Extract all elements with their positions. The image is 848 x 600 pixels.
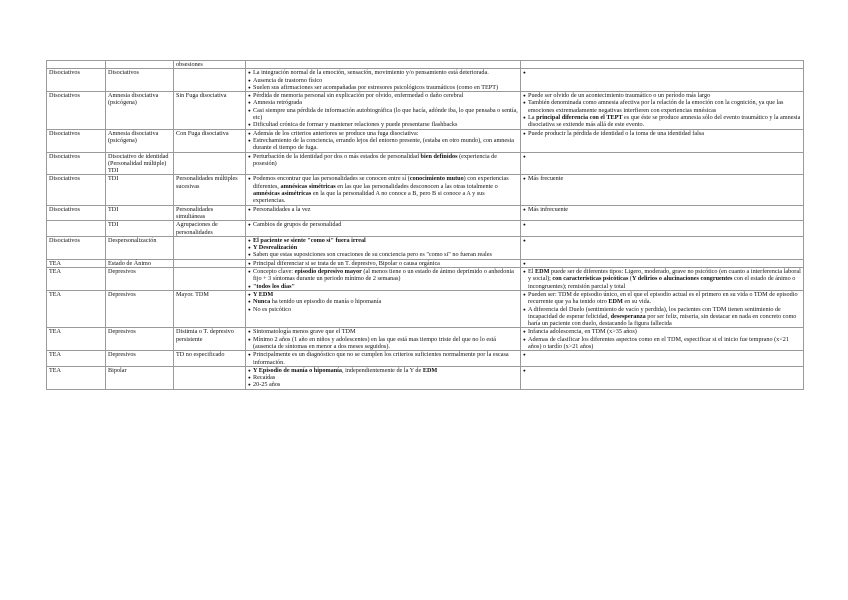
table-row: [47, 175, 804, 205]
bullet-item: [523, 221, 801, 228]
table-row: [47, 69, 804, 92]
criteria-cell: [246, 152, 521, 175]
subtype-cell: obsesiones: [174, 61, 246, 69]
bullet-item: ● Más frecuente: [523, 175, 801, 182]
notes-cell: [521, 92, 804, 129]
disorder-cell: Depresivos: [106, 290, 174, 327]
disorders-table: [46, 60, 804, 390]
criteria-cell: [246, 236, 521, 259]
table-row: [47, 129, 804, 152]
criteria-cell: [246, 221, 521, 237]
category-cell: TEA: [47, 259, 106, 267]
disorder-cell: [106, 61, 174, 69]
category-cell: TEA: [47, 328, 106, 351]
notes-cell: [521, 236, 804, 259]
disorder-cell: Amnesia disociativa (psicógena): [106, 129, 174, 152]
bullet-item: ● 20-25 años: [248, 381, 518, 388]
criteria-cell: [246, 268, 521, 291]
bullet-item: ● La principal diferencia con el TEPT es que éste se produce amnesia sólo del evento traumático y la amnesia disociativa se extiende más allá de este evento.: [523, 114, 801, 129]
category-cell: TEA: [47, 366, 106, 389]
table-row: [47, 259, 804, 267]
bullet-item: ● Ausencia de trastorno físico: [248, 77, 518, 84]
table-body: [47, 61, 804, 390]
bullet-item: ● La integración normal de la emoción, sensación, movimiento y/o pensamiento está deteriorada.: [248, 69, 518, 76]
bullet-item: ● Dificultad crónica de formar y mantener relaciones y puede presentarse flashbacks: [248, 121, 518, 128]
criteria-cell: [246, 351, 521, 367]
bullet-item: ● Estrechamiento de la conciencia, errando lejos del entorno presente, (estaba en otro mundo), con amnesia durante el tiempo de fuga.: [248, 137, 518, 152]
bullet-item: ● Cambios de grupos de personalidad: [248, 221, 518, 228]
bullet-item: ● Además de los criterios anteriores se produce una fuga disociativa:: [248, 130, 518, 137]
criteria-cell: [246, 61, 521, 69]
table-row: [47, 92, 804, 129]
disorder-cell: Estado de Ánimo: [106, 259, 174, 267]
bullet-item: ● Ademas de clasificar los diferentes aspectos como en el TDM, especificar si el inicio fue temprano (x<21 años) o tardío (x>21 años): [523, 336, 801, 351]
bullet-item: ● Suelen sus afirmaciones ser acompañadas por estresores psicológicos traumáticos (como en TEPT): [248, 84, 518, 91]
bullet-item: ● Perturbación de la identidad por dos o más estados de personalidad bien definidos (experiencia de posesión): [248, 153, 518, 168]
notes-cell: [521, 69, 804, 92]
criteria-cell: [246, 259, 521, 267]
criteria-cell: [246, 328, 521, 351]
bullet-item: ● Pueden ser: TDM de episodio único, en el que el episodio actual es el primero en su vida o TDM de episodio recurrente que ya ha tenido otro EDM en su vida.: [523, 291, 801, 306]
subtype-cell: Agrupaciones de personalidades: [174, 221, 246, 237]
bullet-item: ● Sintomatología menos grave que el TDM: [248, 328, 518, 335]
criteria-cell: [246, 366, 521, 389]
category-cell: TEA: [47, 351, 106, 367]
subtype-cell: [174, 236, 246, 259]
bullet-item: [523, 153, 801, 160]
table-row: [47, 236, 804, 259]
notes-cell: [521, 61, 804, 69]
category-cell: Disociativos: [47, 92, 106, 129]
bullet-item: ● "todos los días": [248, 283, 518, 290]
bullet-item: ● También denominada como amnesia afectiva por la relación de la emoción con la cognición, ya que las emociones extremadamente negativas interfieren con experiencias mnésicas: [523, 99, 801, 114]
subtype-cell: [174, 366, 246, 389]
notes-cell: [521, 205, 804, 221]
subtype-cell: Sin Fuga disociativa: [174, 92, 246, 129]
bullet-item: [523, 260, 801, 267]
disorder-cell: TDI: [106, 175, 174, 205]
notes-cell: [521, 175, 804, 205]
category-cell: TEA: [47, 268, 106, 291]
bullet-item: ● Podemos encontrar que las personalidades se conocen entre sí (conocimiento mutuo) con experiencias diferentes, amnésicas simétricas en las que las personalidades desconocen a las otras totalmente o amnésicas asimétricas en la que la personalidad A no conoce a B, pero B si conoce a A y sus experiencias.: [248, 175, 518, 204]
category-cell: Disociativos: [47, 236, 106, 259]
table-row: [47, 366, 804, 389]
category-cell: Disociativos: [47, 205, 106, 221]
bullet-item: ● Puede ser olvido de un acontecimiento traumático o un período más largo: [523, 92, 801, 99]
criteria-cell: [246, 290, 521, 327]
category-cell: [47, 61, 106, 69]
subtype-cell: Personalidades simultáneas: [174, 205, 246, 221]
notes-cell: [521, 221, 804, 237]
category-cell: Disociativos: [47, 69, 106, 92]
bullet-item: ● Nunca ha tenido un episodio de manía o hipomanía: [248, 298, 518, 305]
bullet-item: ● Pérdida de memoria personal sin explicación por olvido, enfermedad o daño cerebral: [248, 92, 518, 99]
bullet-item: ● Más infrecuente: [523, 206, 801, 213]
bullet-item: ● Infancia adolescencia, en TDM (x>35 años): [523, 328, 801, 335]
category-cell: TEA: [47, 290, 106, 327]
criteria-cell: [246, 69, 521, 92]
bullet-item: ● Puede producir la pérdida de identidad o la toma de una identidad falsa: [523, 130, 801, 137]
bullet-item: ● No es psicótico: [248, 306, 518, 313]
notes-cell: [521, 351, 804, 367]
bullet-item: ● El EDM puede ser de diferentes tipos: Ligero, moderado, grave no psicótico (en cuanto a interferencia laboral y social); con características psicóticas (Y delirios o alucinaciones congruentes con el estado de ánimo o incongruentes); remisión parcial y total: [523, 268, 801, 290]
disorder-cell: Amnesia disociativa (psicógena): [106, 92, 174, 129]
criteria-cell: [246, 92, 521, 129]
category-cell: Disociativos: [47, 129, 106, 152]
category-cell: Disociativos: [47, 175, 106, 205]
notes-cell: [521, 290, 804, 327]
disorder-cell: Depresivos: [106, 328, 174, 351]
bullet-item: [523, 367, 801, 374]
bullet-item: ● Mínimo 2 años (1 año en niños y adolescentes) en las que está mas tiempo triste del que no lo está (ausencia de síntomas en menor a dos meses seguidos).: [248, 336, 518, 351]
bullet-item: ● Saben que estas suposiciones son creaciones de su conciencia pero es "como si" no fueran reales: [248, 251, 518, 258]
subtype-cell: Con Fuga disociativa: [174, 129, 246, 152]
notes-cell: [521, 129, 804, 152]
subtype-cell: [174, 152, 246, 175]
table-row: [47, 205, 804, 221]
bullet-item: [523, 351, 801, 358]
disorder-cell: TDI: [106, 205, 174, 221]
notes-cell: [521, 328, 804, 351]
table-row: [47, 152, 804, 175]
subtype-cell: [174, 268, 246, 291]
bullet-item: ● Y EDM: [248, 291, 518, 298]
notes-cell: [521, 152, 804, 175]
subtype-cell: Distimia o T. depresivo persistente: [174, 328, 246, 351]
disorder-cell: Depresivos: [106, 351, 174, 367]
notes-cell: [521, 268, 804, 291]
disorder-cell: Disociativos: [106, 69, 174, 92]
category-cell: [47, 221, 106, 237]
table-row: [47, 290, 804, 327]
disorder-cell: Bipolar: [106, 366, 174, 389]
bullet-item: ● Recaídas: [248, 374, 518, 381]
notes-cell: [521, 259, 804, 267]
bullet-item: ● Casi siempre una pérdida de información autobiográfica (lo que hacía, adónde iba, lo que pensaba o sentía, etc): [248, 107, 518, 122]
table-row: [47, 268, 804, 291]
disorder-cell: Depresivos: [106, 268, 174, 291]
bullet-item: ● A diferencia del Duelo (sentimiento de vacío y perdida), los pacientes con TDM tienen sentimiento de incapacidad de esperar felicidad, desesperanza por ser feliz, miseria, sin destacar en nada en concreto como haría un paciente con duelo, destacando la figura fallecida: [523, 306, 801, 328]
subtype-cell: [174, 69, 246, 92]
table-row: [47, 221, 804, 237]
criteria-cell: [246, 175, 521, 205]
bullet-item: ● Principal diferenciar si se trata de un T. depresivo, Bipolar o causa orgánica: [248, 260, 518, 267]
criteria-cell: [246, 129, 521, 152]
subtype-cell: Personalidades múltiples sucesivas: [174, 175, 246, 205]
table-row: [47, 351, 804, 367]
bullet-item: [523, 237, 801, 244]
disorder-cell: TDI: [106, 221, 174, 237]
subtype-cell: [174, 259, 246, 267]
subtype-cell: Mayor. TDM: [174, 290, 246, 327]
bullet-item: ● Concepto clave: episodio depresivo mayor (al menos tiene o un estado de ánimo deprimido o anhedonia fijo + 3 síntomas durante un periodo mínimo de 2 semanas): [248, 268, 518, 283]
disorder-cell: Despersonalización: [106, 236, 174, 259]
bullet-item: ● Personalidades a la vez: [248, 206, 518, 213]
bullet-item: ● Amnesia retrógrada: [248, 99, 518, 106]
bullet-item: ● Y Episodio de manía o hipomanía, independientemente de la Y de EDM: [248, 367, 518, 374]
table-row: [47, 328, 804, 351]
bullet-item: ● Y Desrealización: [248, 244, 518, 251]
bullet-item: ● Principalmente es un diagnóstico que no se cumplen los criterios suficientes normalmente por la escasa información.: [248, 351, 518, 366]
bullet-item: ● El paciente se siente "como si" fuera irreal: [248, 237, 518, 244]
table-row: [47, 61, 804, 69]
criteria-cell: [246, 205, 521, 221]
disorder-cell: Disociativo de identidad (Personalidad múltiple) TDI: [106, 152, 174, 175]
bullet-item: [523, 69, 801, 76]
category-cell: Disociativos: [47, 152, 106, 175]
subtype-cell: TD no especificado: [174, 351, 246, 367]
notes-cell: [521, 366, 804, 389]
